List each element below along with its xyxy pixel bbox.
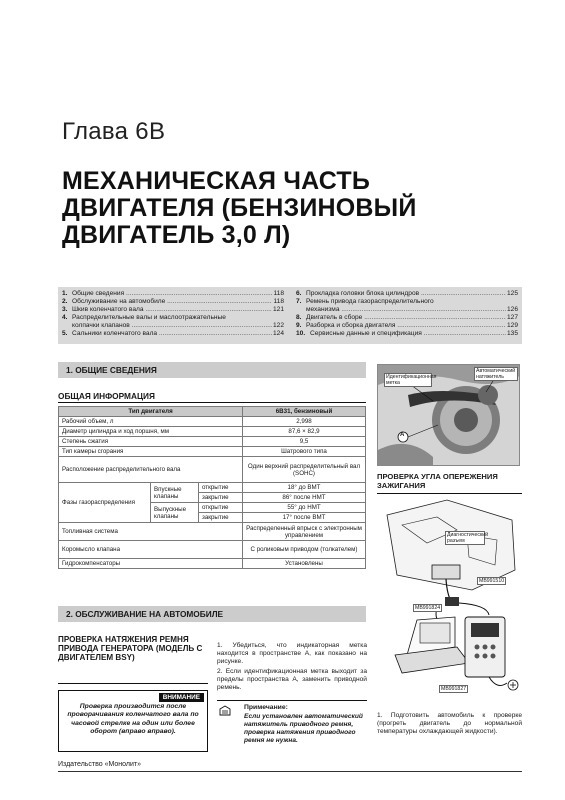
figure-label: Идентификационная метка <box>386 374 437 386</box>
title-line: МЕХАНИЧЕСКАЯ ЧАСТЬ <box>62 167 371 195</box>
note-box <box>217 700 367 752</box>
table-row: Диаметр цилиндра и ход поршня, мм 87,6 × 82,9 <box>59 427 366 437</box>
table-header-cell: Тип двигателя <box>59 407 243 417</box>
toc-item[interactable]: 3. Шкив коленчатого вала ..... 121 <box>62 306 284 314</box>
belt-steps <box>217 642 367 692</box>
divider <box>58 402 366 403</box>
table-header-row <box>59 407 366 417</box>
ignition-heading: ПРОВЕРКА УГЛА ОПЕРЕЖЕНИЯ ЗАЖИГАНИЯ <box>377 472 498 490</box>
diagnostic-diagram-icon <box>377 495 520 700</box>
table-header-cell: 6В31, бензиновый <box>243 407 366 417</box>
divider <box>58 683 208 684</box>
toc-item[interactable]: 6. Прокладка головки блока цилиндров ..... 125 <box>296 290 518 298</box>
toc-right-column <box>296 290 518 339</box>
table-row: Гидрокомпенсаторы Установлены <box>59 559 366 569</box>
section-heading: 2. ОБСЛУЖИВАНИЕ НА АВТОМОБИЛЕ <box>58 606 366 622</box>
publisher-footer: Издательство «Монолит» <box>58 761 142 768</box>
belt-check-heading: ПРОВЕРКА НАТЯЖЕНИЯ РЕМНЯ ПРИВОДА ГЕНЕРАТОРА (МОДЕЛЬ С ДВИГАТЕЛЕМ BSY) <box>58 635 203 662</box>
note-text: Если установлен автоматический натяжитель приводного ремня, проверка натяжения приводного ремня не нужна. <box>244 713 363 744</box>
figure-label: А <box>400 432 405 438</box>
warning-text: Проверка производится после проворачивания коленчатого вала по часовой стрелке на один или более оборот (вправо вправо). <box>67 703 199 736</box>
engine-spec-table <box>58 406 366 569</box>
warning-label: ВНИМАНИЕ <box>159 693 204 702</box>
figure-label: MB991510 <box>479 578 505 584</box>
figure-label: MB991824 <box>415 605 441 611</box>
toc-item[interactable]: 10. Сервисные данные и спецификация ..... 135 <box>296 330 518 338</box>
table-row: закрытие 86° после НМТ <box>59 493 366 503</box>
table-row: Коромысло клапана С роликовым приводом (толкателем) <box>59 541 366 559</box>
note-icon <box>219 705 231 717</box>
table-row: Фазы газораспределения Впускные клапаны открытие 18° до ВМТ <box>59 483 366 493</box>
table-row: Топливная система Распределенный впрыск с электронным управлением <box>59 523 366 541</box>
ignition-steps <box>377 712 522 736</box>
belt-tensioner-figure <box>377 364 520 466</box>
table-of-contents <box>58 287 522 344</box>
toc-item[interactable]: 2. Обслуживание на автомобиле ..... 118 <box>62 298 284 306</box>
warning-box <box>58 690 208 752</box>
figure-label: MB991827 <box>441 686 467 692</box>
toc-left-column <box>62 290 284 339</box>
table-row: Выпускные клапаны открытие 55° до НМТ <box>59 503 366 513</box>
toc-item[interactable]: 8. Двигатель в сборе ..... 127 <box>296 314 518 322</box>
toc-item[interactable]: 1. Общие сведения ..... 118 <box>62 290 284 298</box>
figure-label: Автоматический натяжитель <box>474 367 518 381</box>
toc-item[interactable]: 5. Сальники коленчатого вала ..... 124 <box>62 330 284 338</box>
subsection-heading: ОБЩАЯ ИНФОРМАЦИЯ <box>58 391 155 401</box>
title-line: ДВИГАТЕЛЯ (БЕНЗИНОВЫЙ <box>62 194 417 222</box>
divider <box>58 771 522 772</box>
table-row: закрытие 17° после ВМТ <box>59 513 366 523</box>
ignition-diagram <box>377 495 520 700</box>
table-row: Рабочий объем, л 2,998 <box>59 417 366 427</box>
page-title <box>62 168 532 249</box>
section-heading: 1. ОБЩИЕ СВЕДЕНИЯ <box>58 362 366 378</box>
toc-item[interactable]: 4. Распределительные валы и маслоотражательные <box>62 314 226 322</box>
table-row: Степень сжатия 9,5 <box>59 437 366 447</box>
step-text: 2. Если идентификационная метка выходит за пределы пространства А, заменить приводной ремень. <box>217 668 367 691</box>
figure-label: Диагностический разъем <box>447 532 489 544</box>
table-row: Тип камеры сгорания Шатрового типа <box>59 447 366 457</box>
chapter-label: Глава 6В <box>62 118 166 145</box>
note-label: Примечание: <box>244 704 288 711</box>
title-line: ДВИГАТЕЛЬ 3,0 Л) <box>62 221 291 249</box>
table-row: Расположение распределительного вала Один верхний распределительный вал (SOHC) <box>59 457 366 483</box>
divider <box>377 493 522 494</box>
toc-item[interactable]: 9. Разборка и сборка двигателя ..... 129 <box>296 322 518 330</box>
step-text: 1. Подготовить автомобиль к проверке (прогреть двигатель до нормальной температуры охлаждающей жидкости). <box>377 712 522 735</box>
step-text: 1. Убедиться, что индикаторная метка находится в пространстве А, как показано на рисунке. <box>217 642 367 665</box>
toc-item[interactable]: колпачки клапанов ..... 122 <box>62 322 284 330</box>
toc-item[interactable]: механизма ..... 126 <box>296 306 518 314</box>
toc-item[interactable]: 7. Ремень привода газораспределительного <box>296 298 434 306</box>
